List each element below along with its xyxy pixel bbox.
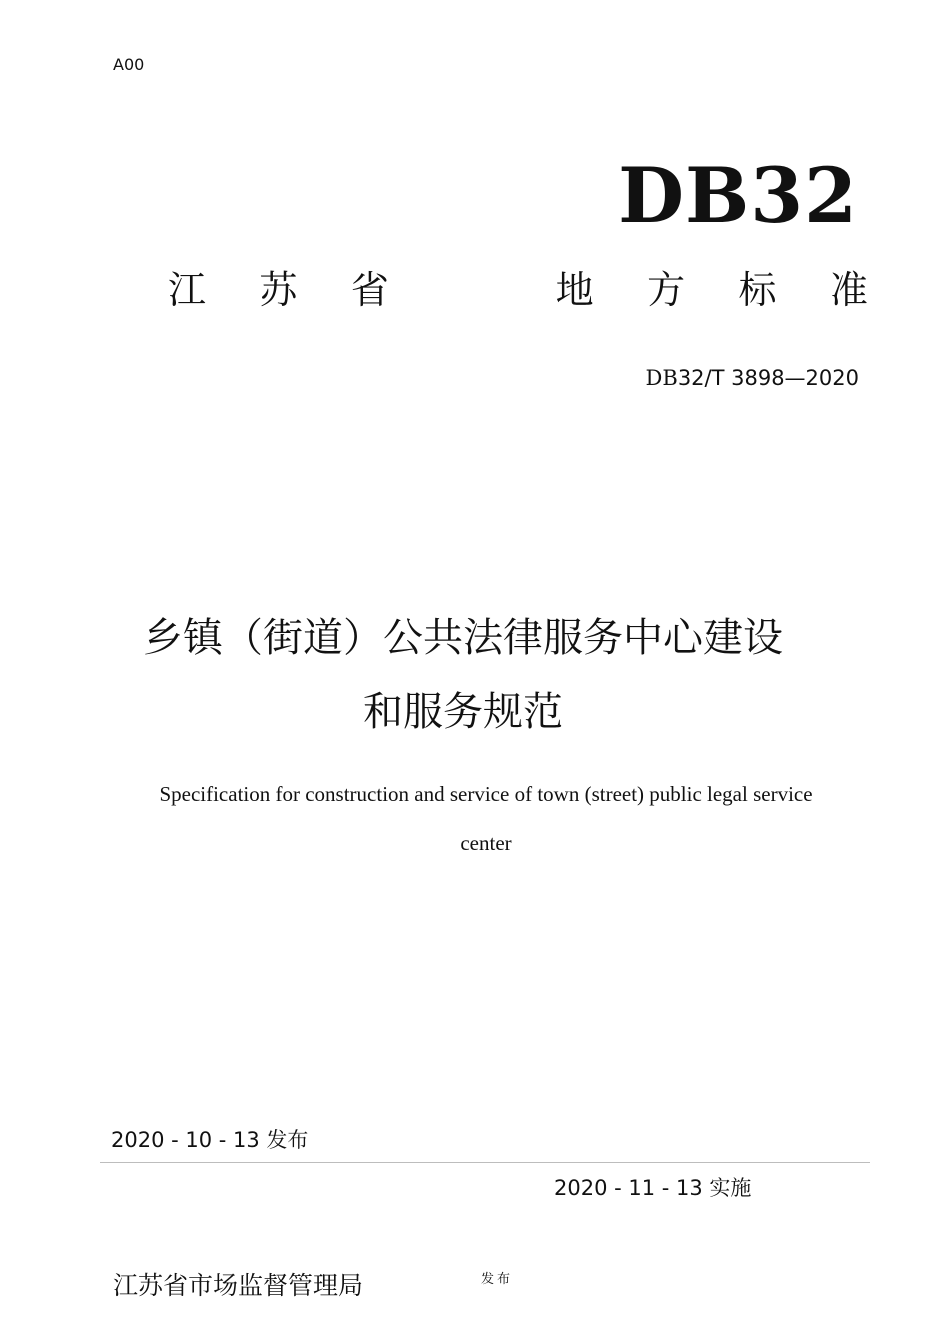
standard-logo: DB32 [618, 151, 858, 240]
issue-label: 发布 [481, 1272, 514, 1287]
standard-type-char: 标 [738, 268, 777, 312]
spacer [442, 266, 502, 314]
implementation-date: 2020 - 11 - 13 实施 [554, 1176, 752, 1200]
standard-number-rest: 32/T 3898—2020 [677, 366, 859, 390]
standard-type-char: 苏 [259, 268, 298, 312]
standard-number [646, 366, 859, 390]
title-chinese-line1: 乡镇（街道）公共法律服务中心建设 [143, 615, 783, 661]
standard-type-char: 准 [829, 268, 868, 312]
standard-type-char: 地 [555, 268, 594, 312]
classification-code: A00 [113, 55, 145, 74]
standard-type-char: 省 [350, 268, 389, 312]
standard-type-char: 方 [647, 268, 686, 312]
footer-divider [100, 1162, 870, 1163]
issuing-authority: 江苏省市场监督管理局 [113, 1271, 364, 1300]
standard-type-char: 江 [168, 268, 207, 312]
title-english-line1: Specification for construction and service of town (street) public legal service [159, 782, 813, 806]
standard-type-heading [168, 266, 868, 314]
standard-number-prefix: DB [645, 366, 678, 390]
title-chinese-line2: 和服务规范 [363, 689, 563, 735]
title-english-line2: center [460, 831, 512, 855]
issue-date: 2020 - 10 - 13 发布 [111, 1128, 309, 1152]
